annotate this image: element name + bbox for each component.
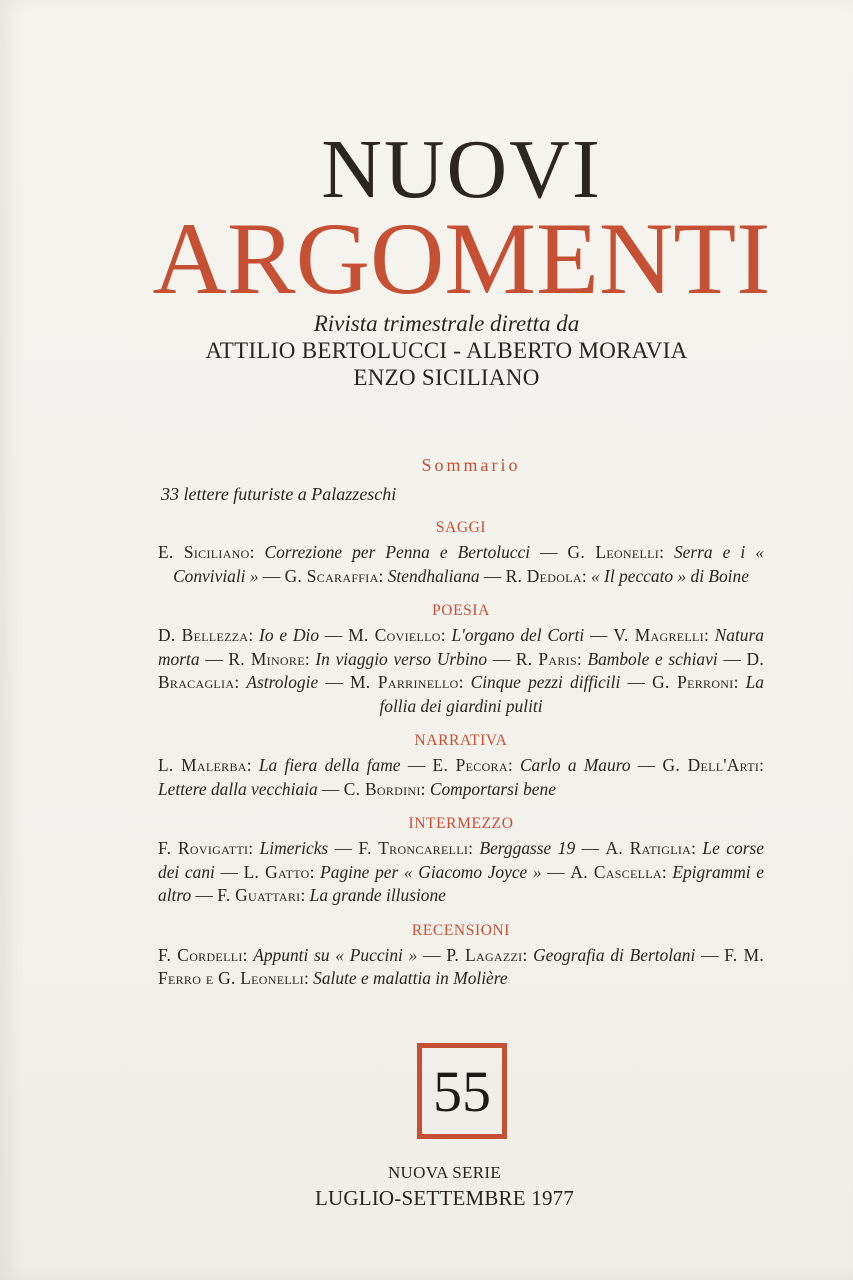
title: Cinque pezzi difficili (470, 672, 621, 692)
author: G. Scaraffia (284, 565, 379, 586)
sommario-heading: Sommario (421, 455, 521, 475)
author: F. Cordelli (158, 944, 243, 965)
section-title: POESIA (432, 602, 490, 619)
author: F. Guattari (217, 885, 301, 905)
masthead-line-2: ARGOMENTI (152, 202, 771, 316)
title: Salute e malattia in Molière (313, 968, 508, 988)
title: Io e Dio (259, 625, 320, 645)
title: La fiera della fame (258, 755, 401, 775)
author: G. Leonelli (567, 542, 660, 562)
table-of-contents (158, 455, 764, 991)
title: Lettere dalla vecchiaia (158, 778, 318, 799)
directors-line-2: ENZO SICILIANO (353, 365, 540, 390)
title: Serra e i « Conviviali » (173, 542, 764, 586)
author: P. Lagazzi (446, 944, 523, 965)
author: F. M. Ferro e G. Leonelli (158, 944, 764, 988)
title: Bambole e schiavi (587, 648, 718, 669)
author: R. Dedola (505, 565, 582, 586)
masthead-line-1: NUOVI (321, 123, 602, 216)
title: Correzione per Penna e Bertolucci (264, 542, 531, 562)
author: R. Minore (228, 648, 305, 669)
author: L. Malerba (158, 755, 247, 775)
author: V. Magrelli (613, 625, 704, 645)
title: Stendhaliana (387, 565, 480, 586)
title: Carlo a Mauro (519, 755, 631, 775)
section-title: INTERMEZZO (408, 815, 514, 832)
lead-article: 33 lettere futuriste a Palazzeschi (161, 484, 397, 504)
issue-date: LUGLIO-SETTEMBRE 1977 (314, 1186, 575, 1210)
author: G. Perroni (652, 672, 734, 692)
author: M. Parrinello (349, 672, 459, 692)
section-entries: F. Rovigatti: Limericks — F. Troncarelli: Berggasse 19 — A. Ratiglia: Le corse dei cani — L. Gatto: Pagine per « Giacomo Joyce » — A. Cascella: Epigrammi e altro — F. Guattari: La grande illusione (158, 838, 764, 905)
title: In viaggio verso Urbino (315, 648, 488, 669)
series-label: NUOVA SERIE (387, 1163, 502, 1182)
issue-number: 55 (433, 1059, 491, 1124)
title: La grande illusione (309, 885, 446, 905)
title: Natura morta (158, 625, 764, 669)
title: Le corse dei cani (158, 838, 764, 882)
section-entries: E. Siciliano: Correzione per Penna e Bertolucci — G. Leonelli: Serra e i « Conviviali » — G. Scaraffia: Stendhaliana — R. Dedola: « Il peccato » di Boine (158, 542, 764, 586)
section-poesia (158, 602, 764, 718)
author: E. Siciliano (158, 542, 250, 562)
title: La follia dei giardini puliti (379, 672, 764, 716)
section-title: RECENSIONI (411, 921, 511, 939)
title: Epigrammi e altro (158, 861, 764, 905)
section-saggi (158, 519, 764, 588)
author: F. Troncarelli (358, 838, 469, 858)
author: A. Cascella (570, 861, 662, 882)
magazine-description: Rivista trimestrale diretta da (313, 311, 580, 336)
author: E. Pecora (432, 755, 508, 775)
author: G. Dell'Arti (662, 755, 760, 775)
title: Comportarsi bene (429, 778, 556, 799)
author: R. Paris (515, 648, 577, 669)
title: Berggasse 19 (479, 838, 576, 858)
directors-line-1: ATTILIO BERTOLUCCI - ALBERTO MORAVIA (205, 338, 688, 363)
section-title: NARRATIVA (414, 732, 508, 749)
author: D. Bellezza (158, 625, 249, 645)
section-intermezzo (158, 815, 764, 908)
issue-number-box (417, 1043, 507, 1139)
section-recensioni (158, 922, 764, 991)
author: F. Rovigatti (158, 838, 249, 858)
author: M. Coviello (348, 625, 441, 645)
title: L'organo del Corti (451, 625, 585, 645)
title: « Il peccato » di Boine (591, 565, 749, 586)
section-title: SAGGI (435, 519, 487, 536)
title: Limericks (259, 838, 329, 858)
author: L. Gatto (243, 861, 310, 882)
author: D. Bracaglia (158, 648, 764, 692)
section-entries: F. Cordelli: Appunti su « Puccini » — P. Lagazzi: Geografia di Bertolani — F. M. Ferro e G. Leonelli: Salute e malattia in Molière (158, 944, 764, 988)
author: C. Bordini (343, 778, 421, 799)
author: A. Ratiglia (605, 838, 692, 858)
title: Pagine per « Giacomo Joyce » (320, 861, 542, 882)
title: Geografia di Bertolani (533, 944, 696, 965)
section-entries: D. Bellezza: Io e Dio — M. Coviello: L'organo del Corti — V. Magrelli: Natura morta — R. Minore: In viaggio verso Urbino — R. Paris: Bambole e schiavi — D. Bracaglia: Astrologie — M. Parrinello: Cinque pezzi difficili — G. Perroni: La follia dei giardini puliti (158, 625, 764, 716)
title: Appunti su « Puccini » (253, 944, 418, 965)
section-entries: L. Malerba: La fiera della fame — E. Pecora: Carlo a Mauro — G. Dell'Arti: Lettere dalla vecchiaia — C. Bordini: Comportarsi bene (158, 755, 764, 799)
section-narrativa (158, 732, 764, 801)
title: Astrologie (246, 672, 319, 692)
